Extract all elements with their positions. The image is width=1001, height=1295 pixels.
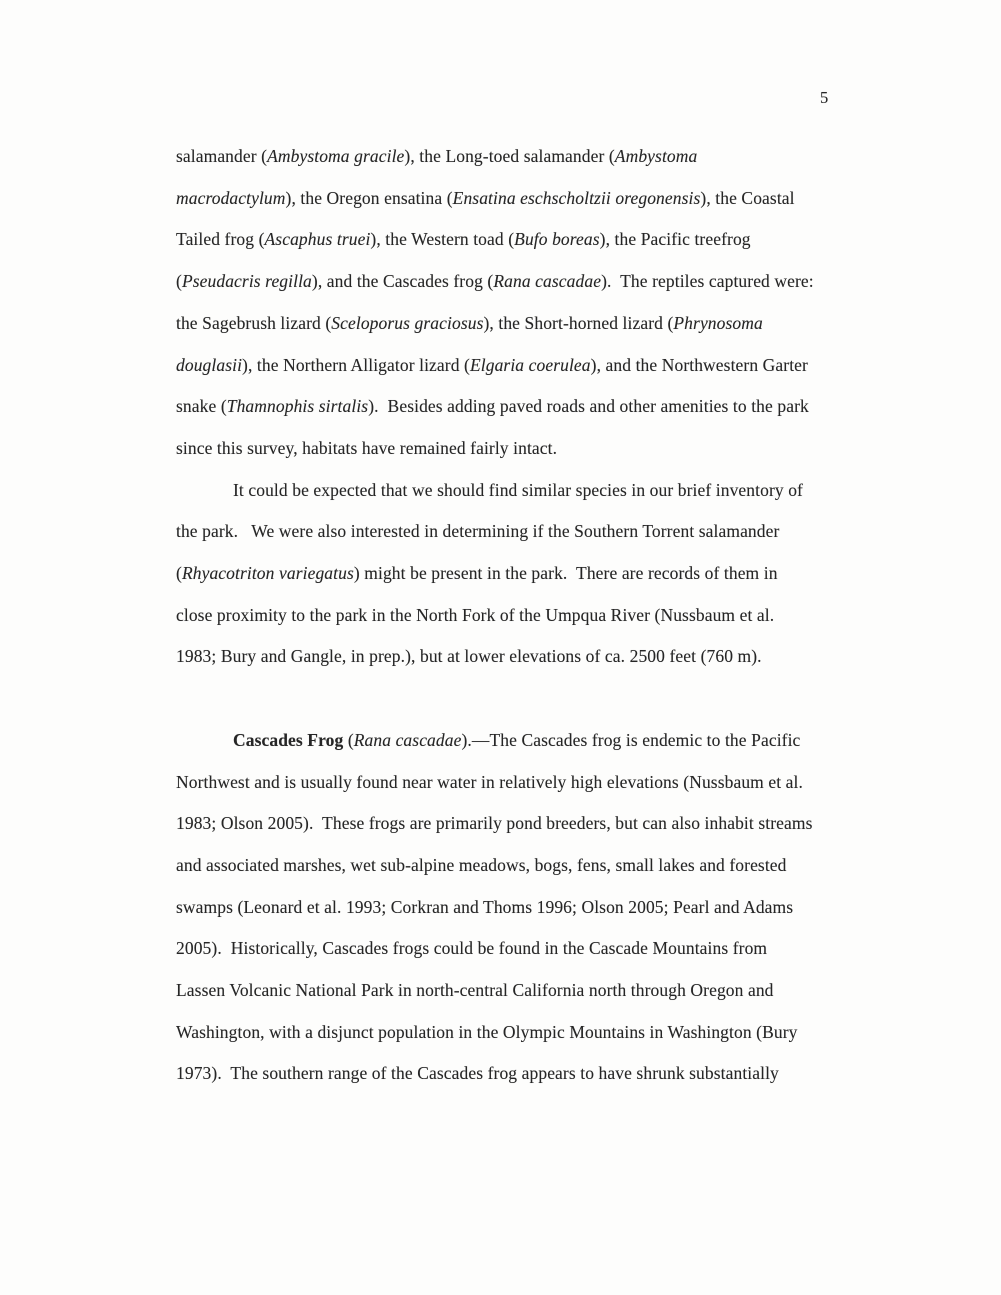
text-segment: ), the Coastal: [700, 187, 795, 208]
text-line: [176, 178, 876, 220]
text-line: [176, 887, 876, 929]
text-segment: close proximity to the park in the North Fork of the Umpqua River (Nussbaum et al.: [176, 604, 775, 625]
text-line: [176, 1053, 876, 1095]
italic-segment: Rhyacotriton variegatus: [181, 563, 354, 584]
italic-segment: Pseudacris regilla: [181, 271, 312, 292]
text-line: [176, 386, 876, 428]
text-segment: 1983; Bury and Gangle, in prep.), but at lower elevations of ca. 2500 feet (760 m).: [176, 646, 762, 667]
paragraph: [176, 470, 876, 679]
text-segment: salamander (: [176, 146, 268, 166]
italic-segment: Ambystoma: [614, 146, 698, 166]
text-segment: Washington, with a disjunct population in the Olympic Mountains in Washington (Bury: [176, 1021, 798, 1042]
italic-segment: Ambystoma gracile: [267, 146, 405, 166]
italic-segment: douglasii: [176, 354, 243, 375]
text-line: [176, 219, 876, 261]
text-line: [176, 261, 876, 303]
text-line: [176, 553, 876, 595]
italic-segment: Sceloporus graciosus: [331, 312, 484, 333]
italic-segment: Thamnophis sirtalis: [226, 396, 369, 417]
paragraph: [176, 136, 876, 470]
text-segment: ), and the Cascades frog (: [311, 271, 494, 292]
text-line: [176, 803, 876, 845]
text-segment: It could be expected that we should find similar species in our brief inventory of: [233, 479, 803, 500]
text-line: [176, 511, 876, 553]
italic-segment: macrodactylum: [176, 187, 286, 208]
text-segment: (: [176, 271, 182, 292]
bold-segment: Cascades Frog: [233, 729, 344, 750]
italic-segment: Bufo boreas: [514, 229, 600, 250]
text-segment: snake (: [176, 396, 227, 417]
italic-segment: Rana cascadae: [493, 271, 602, 292]
text-segment: ), the Western toad (: [370, 229, 515, 250]
text-line: [176, 470, 876, 512]
italic-segment: Elgaria coerulea: [469, 354, 591, 375]
text-segment: since this survey, habitats have remained fairly intact.: [176, 437, 558, 458]
text-segment: ).—The Cascades frog is endemic to the Pacific: [461, 729, 801, 750]
text-line: [176, 136, 876, 178]
text-segment: and associated marshes, wet sub-alpine meadows, bogs, fens, small lakes and forested: [176, 854, 787, 875]
text-segment: ), the Northern Alligator lizard (: [242, 354, 470, 375]
text-segment: ). The reptiles captured were:: [601, 271, 814, 292]
text-segment: ), the Oregon ensatina (: [285, 187, 453, 208]
text-segment: ) might be present in the park. There are records of them in: [353, 563, 778, 584]
page-number: 5: [820, 88, 829, 107]
text-line: [176, 762, 876, 804]
text-segment: ), the Long-toed salamander (: [404, 146, 615, 166]
italic-segment: Phrynosoma: [673, 312, 763, 333]
text-segment: ), and the Northwestern Garter: [590, 354, 808, 375]
text-segment: Northwest and is usually found near water in relatively high elevations (Nussbaum et al.: [176, 771, 803, 792]
text-line: [176, 928, 876, 970]
text-line: [176, 1012, 876, 1054]
text-block: [176, 136, 876, 1095]
text-segment: 2005). Historically, Cascades frogs could be found in the Cascade Mountains from: [176, 938, 768, 959]
text-segment: 1983; Olson 2005). These frogs are primarily pond breeders, but can also inhabit streams: [176, 813, 813, 834]
text-line: [176, 845, 876, 887]
text-line: [176, 970, 876, 1012]
text-segment: Tailed frog (: [176, 229, 265, 250]
text-line: [176, 303, 876, 345]
text-segment: (: [176, 563, 182, 584]
text-segment: ), the Short-horned lizard (: [483, 312, 674, 333]
text-segment: ), the Pacific treefrog: [599, 229, 751, 250]
text-line: [176, 636, 876, 678]
text-segment: the Sagebrush lizard (: [176, 312, 332, 333]
text-segment: swamps (Leonard et al. 1993; Corkran and Thoms 1996; Olson 2005; Pearl and Adams: [176, 896, 794, 917]
text-line: [176, 595, 876, 637]
paragraph: [176, 720, 876, 1095]
italic-segment: Ensatina eschscholtzii oregonensis: [452, 187, 701, 208]
text-segment: the park. We were also interested in determining if the Southern Torrent salamander: [176, 521, 780, 542]
text-line: [176, 720, 876, 762]
text-line: [176, 428, 876, 470]
text-segment: Lassen Volcanic National Park in north-central California north through Oregon and: [176, 980, 774, 1001]
text-segment: 1973). The southern range of the Cascades frog appears to have shrunk substantially: [176, 1063, 779, 1084]
text-segment: ). Besides adding paved roads and other amenities to the park: [368, 396, 809, 417]
italic-segment: Rana cascadae: [353, 729, 462, 750]
italic-segment: Ascaphus truei: [264, 229, 371, 250]
text-line: [176, 345, 876, 387]
text-segment: (: [343, 729, 354, 750]
